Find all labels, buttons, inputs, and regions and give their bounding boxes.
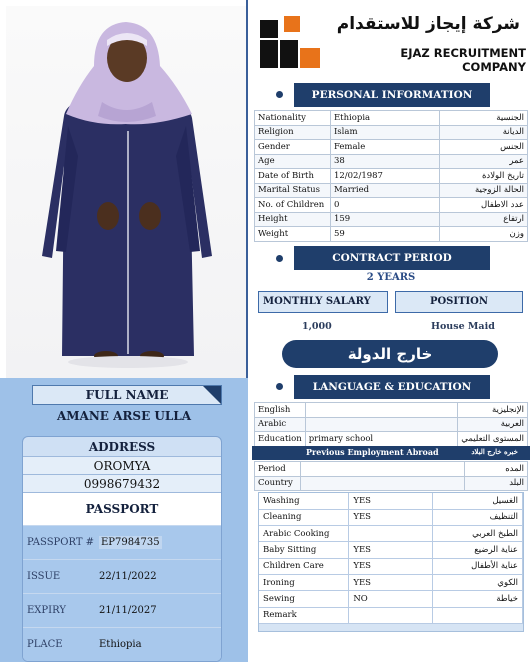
personal-info-row: [255, 140, 528, 155]
phone-number: 0998679432: [23, 475, 221, 493]
skill-row: [259, 558, 523, 574]
passport-issue-row: [23, 559, 221, 593]
skill-value: YES: [349, 509, 433, 525]
language-label-arabic: المستوى التعليمي: [458, 432, 528, 447]
skill-value: [349, 607, 433, 623]
address-label: ADDRESS: [23, 437, 221, 457]
previous-employment-title-arabic: خبره خارج البلاد: [471, 447, 518, 456]
personal-info-row: [255, 212, 528, 227]
personal-info-label-arabic: الجنسية: [440, 111, 528, 126]
language-value: primary school: [305, 432, 458, 447]
skill-label-arabic: عناية الأطفال: [433, 558, 523, 574]
monthly-salary-value: 1,000: [302, 321, 332, 332]
personal-info-value: 159: [330, 212, 439, 227]
passport-expiry-row: [23, 593, 221, 627]
passport-number-value: EP7984735: [101, 537, 160, 548]
full-name-label: [32, 385, 222, 405]
skill-row: [259, 509, 523, 525]
personal-info-label: Religion: [255, 125, 331, 140]
personal-info-label: Marital Status: [255, 183, 331, 198]
skill-row: [259, 591, 523, 607]
full-name-label-text: FULL NAME: [85, 388, 169, 402]
previous-employment-label: Country: [255, 476, 301, 491]
section-bullet: [276, 255, 283, 262]
language-value: [305, 417, 458, 432]
passport-number-label: PASSPORT #: [27, 537, 95, 548]
company-name-english: EJAZ RECRUITMENT COMPANY: [400, 46, 526, 74]
section-bullet: [276, 91, 283, 98]
personal-info-value: 0: [330, 198, 439, 213]
language-row: [255, 403, 528, 418]
skill-row: [259, 526, 523, 542]
skill-value: [349, 526, 433, 542]
skill-label-arabic: الطبخ العربي: [433, 526, 523, 542]
skill-label-arabic: [433, 607, 523, 623]
skill-label: Sewing: [259, 591, 349, 607]
passport-place-value: Ethiopia: [99, 639, 142, 650]
personal-info-label: Gender: [255, 140, 331, 155]
personal-info-value: Islam: [330, 125, 439, 140]
personal-info-row: [255, 154, 528, 169]
personal-info-row: [255, 169, 528, 184]
previous-employment-label-arabic: البلد: [465, 476, 528, 491]
candidate-summary-panel: [0, 378, 248, 662]
language-label-arabic: الإنجليزية: [458, 403, 528, 418]
previous-employment-row: [255, 462, 528, 477]
contract-period-header: [294, 246, 490, 270]
personal-info-label: Height: [255, 212, 331, 227]
previous-employment-title: Previous Employment Abroad: [306, 447, 439, 457]
personal-information-title: PERSONAL INFORMATION: [311, 89, 473, 101]
personal-information-header: [294, 83, 490, 107]
skill-row: [259, 542, 523, 558]
position-value: House Maid: [431, 321, 495, 332]
language-value: [305, 403, 458, 418]
skill-label: Arabic Cooking: [259, 526, 349, 542]
abroad-badge: خارج الدولة: [282, 340, 498, 368]
personal-info-label-arabic: الحالة الزوجية: [440, 183, 528, 198]
personal-info-value: Married: [330, 183, 439, 198]
personal-info-value: Female: [330, 140, 439, 155]
personal-info-label-arabic: عدد الاطفال: [440, 198, 528, 213]
personal-info-label-arabic: تاريخ الولادة: [440, 169, 528, 184]
company-logo: [254, 4, 526, 76]
passport-place-label: PLACE: [27, 639, 63, 650]
skill-label-arabic: التنظيف: [433, 509, 523, 525]
personal-info-label: No. of Children: [255, 198, 331, 213]
skill-label-arabic: الكوي: [433, 574, 523, 590]
passport-place-row: [23, 627, 221, 661]
personal-info-label-arabic: وزن: [440, 227, 528, 242]
personal-info-row: [255, 125, 528, 140]
skill-label: Ironing: [259, 574, 349, 590]
previous-employment-value: [300, 462, 464, 477]
personal-info-value: 38: [330, 154, 439, 169]
personal-info-label-arabic: الديانة: [440, 125, 528, 140]
previous-employment-label: Period: [255, 462, 301, 477]
skill-label: Washing: [259, 493, 349, 509]
previous-employment-label-arabic: المده: [465, 462, 528, 477]
contract-period-value: 2 YEARS: [366, 272, 416, 283]
company-logo-icon: [260, 10, 322, 70]
skill-label: Remark: [259, 607, 349, 623]
company-name-arabic: شركة إيجاز للاستقدام: [336, 14, 520, 34]
skill-value: YES: [349, 558, 433, 574]
skill-value: YES: [349, 574, 433, 590]
section-bullet: [276, 383, 283, 390]
corner-decoration: [203, 386, 221, 404]
personal-info-label: Nationality: [255, 111, 331, 126]
personal-info-label: Date of Birth: [255, 169, 331, 184]
language-education-header: [294, 375, 490, 399]
skill-value: NO: [349, 591, 433, 607]
skill-row: [259, 493, 523, 509]
previous-employment-value: [300, 476, 464, 491]
passport-expiry-label: EXPIRY: [27, 605, 66, 616]
skills-panel: [258, 492, 524, 632]
personal-info-row: [255, 183, 528, 198]
personal-info-label-arabic: الجنس: [440, 140, 528, 155]
previous-employment-table: [254, 461, 528, 491]
language-label: Education: [255, 432, 306, 447]
skill-value: YES: [349, 542, 433, 558]
personal-info-value: Ethiopia: [330, 111, 439, 126]
language-label: Arabic: [255, 417, 306, 432]
passport-issue-label: ISSUE: [27, 571, 61, 582]
full-name: AMANE ARSE ULLA: [56, 409, 192, 423]
right-column: [250, 0, 532, 662]
personal-information-table: [254, 110, 528, 242]
skills-table: [259, 493, 523, 624]
passport-label: PASSPORT: [23, 493, 221, 525]
language-education-table: [254, 402, 528, 447]
skill-label-arabic: الغسيل: [433, 493, 523, 509]
position-label-text: POSITION: [429, 296, 489, 307]
skill-value: YES: [349, 493, 433, 509]
previous-employment-row: [255, 476, 528, 491]
skill-label: Baby Sitting: [259, 542, 349, 558]
position-label: [395, 291, 523, 313]
personal-info-row: [255, 111, 528, 126]
address-region: OROMYA: [23, 457, 221, 475]
passport-expiry-value: 21/11/2027: [99, 605, 157, 616]
skill-label-arabic: خياطة: [433, 591, 523, 607]
language-education-title: LANGUAGE & EDUCATION: [312, 381, 472, 393]
language-label: English: [255, 403, 306, 418]
personal-info-label-arabic: عمر: [440, 154, 528, 169]
passport-issue-value: 22/11/2022: [99, 571, 157, 582]
left-column: [0, 0, 248, 662]
personal-info-value: 59: [330, 227, 439, 242]
skill-row: [259, 574, 523, 590]
personal-info-label: Age: [255, 154, 331, 169]
contract-period-title: CONTRACT PERIOD: [332, 252, 452, 264]
candidate-photo-figure: [6, 6, 246, 378]
monthly-salary-label: [258, 291, 388, 313]
monthly-salary-label-text: MONTHLY SALARY: [263, 296, 371, 307]
personal-info-value: 12/02/1987: [330, 169, 439, 184]
address-passport-card: [22, 436, 222, 662]
skill-row: [259, 607, 523, 623]
language-label-arabic: العربية: [458, 417, 528, 432]
personal-info-row: [255, 227, 528, 242]
personal-info-row: [255, 198, 528, 213]
skill-label: Children Care: [259, 558, 349, 574]
candidate-photo: [6, 6, 246, 378]
passport-number-row: [23, 525, 221, 559]
personal-info-label: Weight: [255, 227, 331, 242]
skill-label: Cleaning: [259, 509, 349, 525]
skill-label-arabic: عناية الرضيع: [433, 542, 523, 558]
previous-employment-header: [252, 446, 530, 460]
language-row: [255, 417, 528, 432]
language-row: [255, 432, 528, 447]
personal-info-label-arabic: ارتفاع: [440, 212, 528, 227]
